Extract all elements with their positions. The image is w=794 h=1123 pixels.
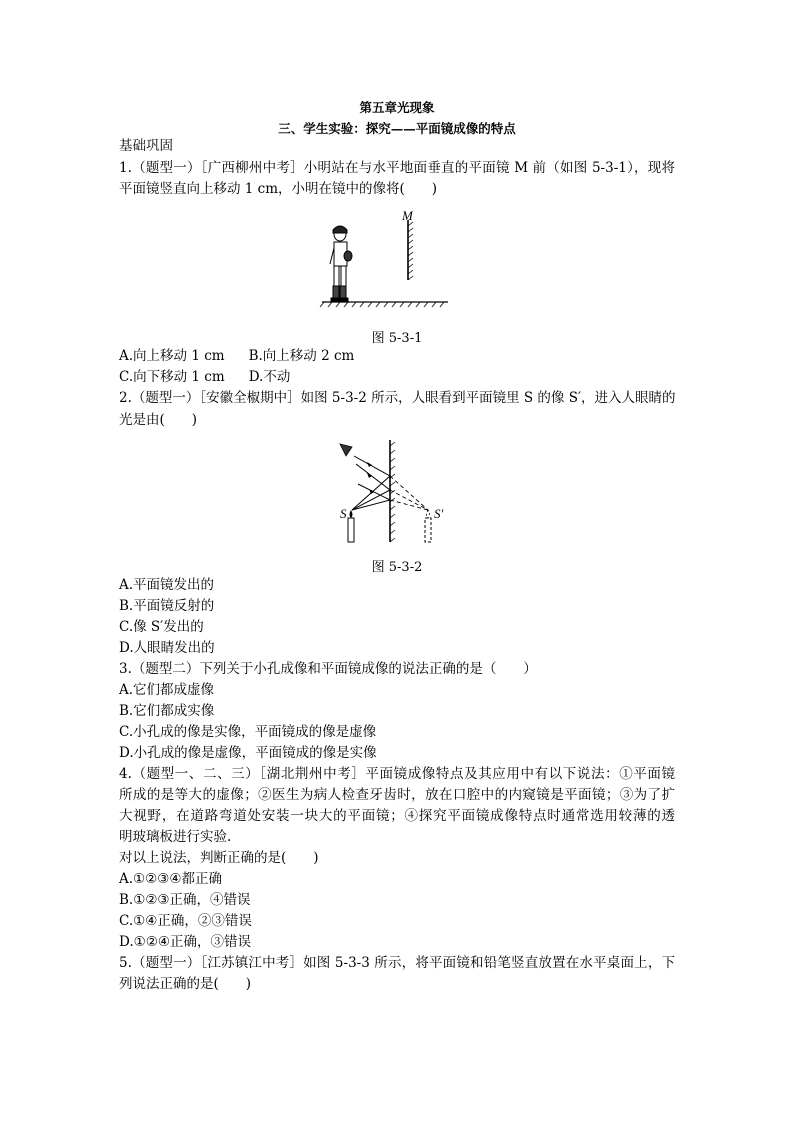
q4-option-c[interactable]: C.①④正确，②③错误: [119, 913, 252, 929]
q4-option-a[interactable]: A.①②③④都正确: [119, 871, 222, 887]
q2-option-d[interactable]: D.人眼睛发出的: [119, 640, 215, 656]
q4-stem-line-5: 对以上说法，判断正确的是( ): [119, 850, 319, 866]
label-m: M: [402, 208, 413, 223]
q3-option-d[interactable]: D.小孔成的像是虚像，平面镜成的像是实像: [119, 745, 377, 761]
q1-option-a[interactable]: A.向上移动 1 cm: [119, 348, 225, 364]
figure-5-3-1: [318, 206, 452, 314]
q5-stem-line-2: 列说法正确的是( ): [119, 976, 252, 992]
q5-stem-line-1: 5.（题型一）［江苏镇江中考］如图 5-3-3 所示，将平面镜和铅笔竖直放置在水平桌面上，下: [119, 955, 675, 971]
q2-stem-line-1: 2.（题型一）［安徽全椒期中］如图 5-3-2 所示，人眼看到平面镜里 S 的像 S′，进入人眼睛的: [119, 390, 676, 406]
q2-option-c[interactable]: C.像 S′发出的: [119, 619, 204, 635]
q4-stem-line-1: 4.（题型一、二、三）［湖北荆州中考］平面镜成像特点及其应用中有以下说法：①平面镜: [119, 766, 675, 782]
q4-stem-line-2: 所成的是等大的虚像；②医生为病人检查牙齿时，放在口腔中的内窥镜是平面镜；③为了扩: [119, 787, 675, 803]
boy-figure: [330, 226, 352, 301]
q3-option-a[interactable]: A.它们都成虚像: [119, 682, 215, 698]
q3-stem: 3.（题型二）下列关于小孔成像和平面镜成像的说法正确的是（ ）: [119, 661, 537, 677]
q1-options-row-2: [119, 369, 290, 385]
q2-option-b[interactable]: B.平面镜反射的: [119, 598, 215, 614]
q1-options-row-1: [119, 348, 354, 364]
chapter-title: 第五章光现象: [359, 100, 435, 115]
figure-5-3-1-caption: 图 5-3-1: [371, 331, 423, 346]
q1-option-d[interactable]: D.不动: [248, 369, 291, 385]
q4-option-b[interactable]: B.①②③正确，④错误: [119, 892, 251, 908]
label-s: S: [340, 506, 347, 521]
section-title: 三、学生实验：探究——平面镜成像的特点: [278, 121, 516, 136]
q3-option-c[interactable]: C.小孔成的像是实像，平面镜成的像是虚像: [119, 724, 377, 740]
label-s-prime: S′: [434, 506, 444, 521]
q4-stem-line-4: 明玻璃板进行实验.: [119, 829, 232, 845]
q1-option-b[interactable]: B.向上移动 2 cm: [248, 348, 355, 364]
q2-option-a[interactable]: A.平面镜发出的: [119, 577, 215, 593]
section-label: 基础巩固: [119, 138, 173, 154]
q4-stem-line-3: 大视野，在道路弯道处安装一块大的平面镜；④探究平面镜成像特点时通常选用较薄的透: [119, 808, 675, 824]
q3-option-b[interactable]: B.它们都成实像: [119, 703, 215, 719]
q1-option-c[interactable]: C.向下移动 1 cm: [119, 369, 225, 385]
q1-stem-line-2: 平面镜竖直向上移动 1 cm，小明在镜中的像将( ): [119, 181, 438, 197]
q4-option-d[interactable]: D.①②④正确，③错误: [119, 934, 251, 950]
eye-icon: [340, 444, 352, 456]
figure-5-3-2: [334, 438, 462, 548]
q1-stem-line-1: 1.（题型一）［广西柳州中考］小明站在与水平地面垂直的平面镜 M 前（如图 5-3-1），现将: [119, 160, 675, 176]
figure-5-3-2-caption: 图 5-3-2: [371, 560, 423, 575]
q2-stem-line-2: 光是由( ): [119, 412, 198, 428]
